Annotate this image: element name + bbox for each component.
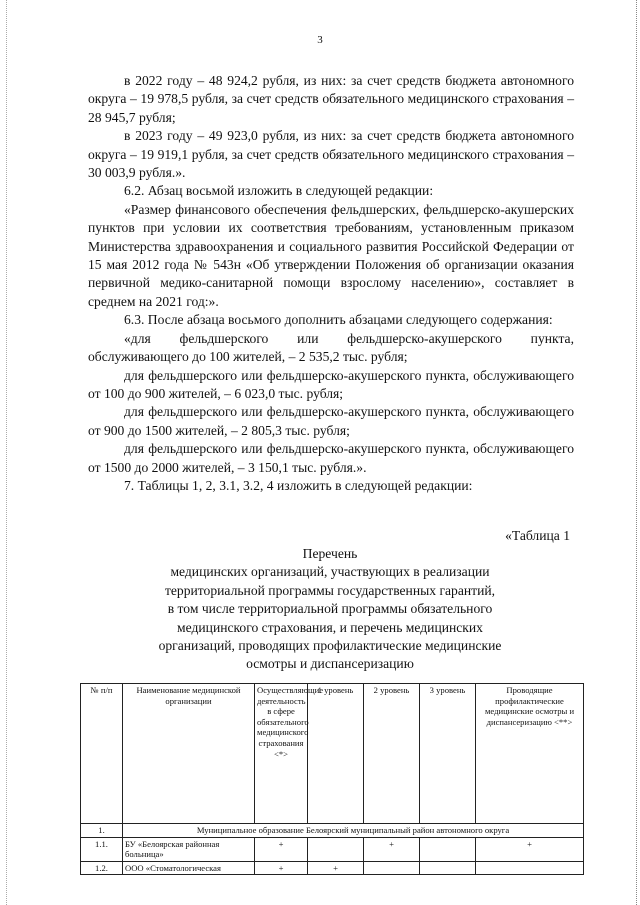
table-title-line: медицинских организаций, участвующих в реализации bbox=[170, 564, 490, 580]
document-body bbox=[88, 72, 574, 495]
medical-organizations-table bbox=[80, 683, 584, 875]
table-title-line: медицинского страхования, и перечень медицинских bbox=[177, 619, 483, 635]
row-prof: + bbox=[476, 837, 584, 861]
paragraph: 6.2. Абзац восьмой изложить в следующей редакции: bbox=[124, 183, 434, 199]
row-level-3 bbox=[420, 837, 476, 861]
row-prof bbox=[476, 861, 584, 875]
paragraph: для фельдшерского или фельдшерско-акушерского пункта, обслуживающего от 1500 до 2000 жителей, – 3 150,1 тыс. рубля.». bbox=[88, 441, 574, 475]
paragraph: для фельдшерского или фельдшерско-акушерского пункта, обслуживающего от 900 до 1500 жителей, – 2 805,3 тыс. рубля; bbox=[88, 404, 574, 438]
paragraph: «Размер финансового обеспечения фельдшерских, фельдшерско-акушерских пунктов при условии их соответствия требованиям, установленным приказом Министерства здравоохранения и социального развития Российской Федерации от 15 мая 2012 года № 543н «Об утверждении Положения об организации оказания первичной медико-санитарной помощи взрослому населению», составляет в среднем на 2021 год:». bbox=[88, 201, 574, 309]
header-num: № п/п bbox=[81, 684, 123, 824]
row-oms: + bbox=[255, 837, 308, 861]
scan-edge-left bbox=[6, 0, 8, 905]
header-oms: Осуществляющие деятельность в сфере обязательного медицинского страхования <*> bbox=[255, 684, 308, 824]
paragraph: в 2023 году – 49 923,0 рубля, из них: за счет средств бюджета автономного округа – 19 919,1 рубля, за счет средств обязательного медицинского страхования – 30 003,9 рубля.». bbox=[88, 128, 574, 181]
table-title-heading: Перечень bbox=[302, 546, 358, 561]
table-title-line: организаций, проводящих профилактические медицинские bbox=[158, 638, 502, 654]
table-section-row bbox=[81, 824, 584, 838]
row-level-2 bbox=[364, 861, 420, 875]
row-name: БУ «Белоярская районная больница» bbox=[123, 837, 255, 861]
row-level-1 bbox=[308, 837, 364, 861]
row-level-1: + bbox=[308, 861, 364, 875]
paragraph: для фельдшерского или фельдшерско-акушерского пункта, обслуживающего от 100 до 900 жителей, – 6 023,0 тыс. рубля; bbox=[88, 367, 574, 401]
header-level-2: 2 уровень bbox=[364, 684, 420, 824]
scan-edge-right bbox=[635, 0, 637, 905]
header-level-3: 3 уровень bbox=[420, 684, 476, 824]
table-title bbox=[120, 545, 540, 674]
table-row bbox=[81, 837, 584, 861]
header-level-1: 1 уровень bbox=[308, 684, 364, 824]
row-num: 1.1. bbox=[81, 837, 123, 861]
paragraph: 6.3. После абзаца восьмого дополнить абзацами следующего содержания: bbox=[124, 312, 553, 328]
page-number: 3 bbox=[317, 34, 323, 46]
paragraph: 7. Таблицы 1, 2, 3.1, 3.2, 4 изложить в следующей редакции: bbox=[124, 477, 473, 493]
paragraph: «для фельдшерского или фельдшерско-акушерского пункта, обслуживающего до 100 жителей, – 2 535,2 тыс. рубля; bbox=[88, 330, 574, 365]
row-level-2: + bbox=[364, 837, 420, 861]
row-name: ООО «Стоматологическая bbox=[123, 861, 255, 875]
table-row bbox=[81, 861, 584, 875]
row-level-3 bbox=[420, 861, 476, 875]
table-caption: «Таблица 1 bbox=[505, 528, 570, 543]
section-num: 1. bbox=[81, 824, 123, 838]
table-title-line: осмотры и диспансеризацию bbox=[246, 656, 414, 672]
table-header-row bbox=[81, 684, 584, 824]
header-prof: Проводящие профилактические медицинские осмотры и диспансеризацию <**> bbox=[476, 684, 584, 824]
header-name: Наименование медицинской организации bbox=[123, 684, 255, 824]
row-num: 1.2. bbox=[81, 861, 123, 875]
table-title-line: в том числе территориальной программы обязательного bbox=[167, 601, 493, 617]
paragraph: в 2022 году – 48 924,2 рубля, из них: за счет средств бюджета автономного округа – 19 978,5 рубля, за счет средств обязательного медицинского страхования – 28 945,7 рубля; bbox=[88, 73, 574, 125]
row-oms: + bbox=[255, 861, 308, 875]
section-text: Муниципальное образование Белоярский муниципальный район автономного округа bbox=[123, 824, 584, 838]
table-title-line: территориальной программы государственных гарантий, bbox=[164, 582, 496, 598]
